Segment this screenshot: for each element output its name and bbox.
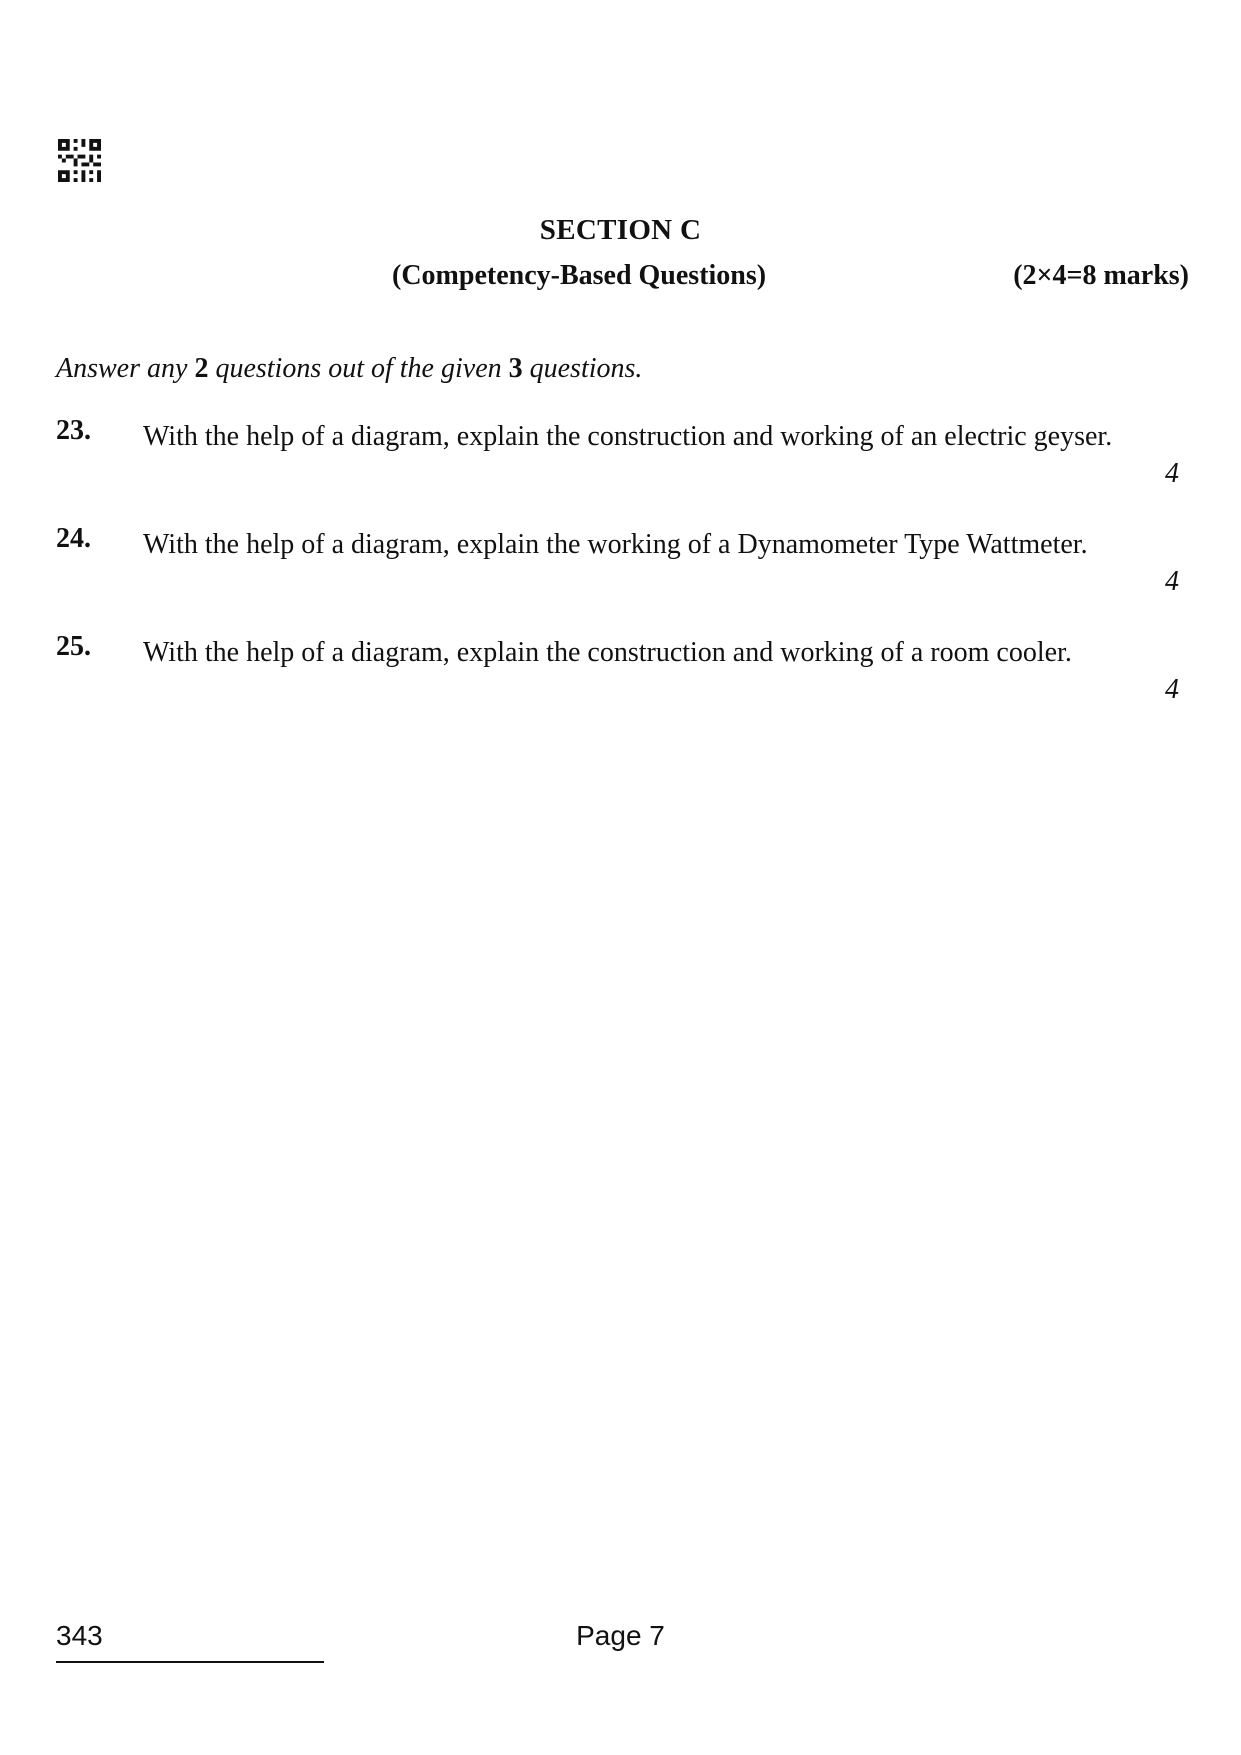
section-title: SECTION C — [539, 214, 702, 246]
instruction-prefix: Answer any — [56, 353, 195, 384]
instruction-count: 2 — [194, 353, 209, 384]
section-marks: (2×4=8 marks) — [1013, 260, 1189, 291]
paper-code: 343 — [56, 1620, 103, 1651]
question-number: 24. — [56, 523, 91, 554]
question-marks: 4 — [1165, 458, 1179, 489]
question-text: With the help of a diagram, explain the construction and working of a room cooler. — [143, 637, 1072, 668]
instruction — [56, 353, 642, 385]
page-number: Page 7 — [576, 1620, 665, 1651]
instruction-middle: questions out of the given — [208, 353, 509, 384]
qr-code-icon — [58, 139, 101, 182]
question-number: 25. — [56, 631, 91, 662]
question-text: With the help of a diagram, explain the working of a Dynamometer Type Wattmeter. — [143, 529, 1088, 560]
question-marks: 4 — [1165, 566, 1179, 597]
instruction-suffix: questions. — [522, 353, 643, 384]
question-number: 23. — [56, 415, 91, 446]
instruction-total: 3 — [508, 353, 523, 384]
question-text: With the help of a diagram, explain the construction and working of an electric geyser. — [143, 421, 1113, 452]
footer-rule — [56, 1661, 324, 1663]
question-marks: 4 — [1165, 674, 1179, 705]
section-subtitle: (Competency-Based Questions) — [392, 260, 767, 291]
